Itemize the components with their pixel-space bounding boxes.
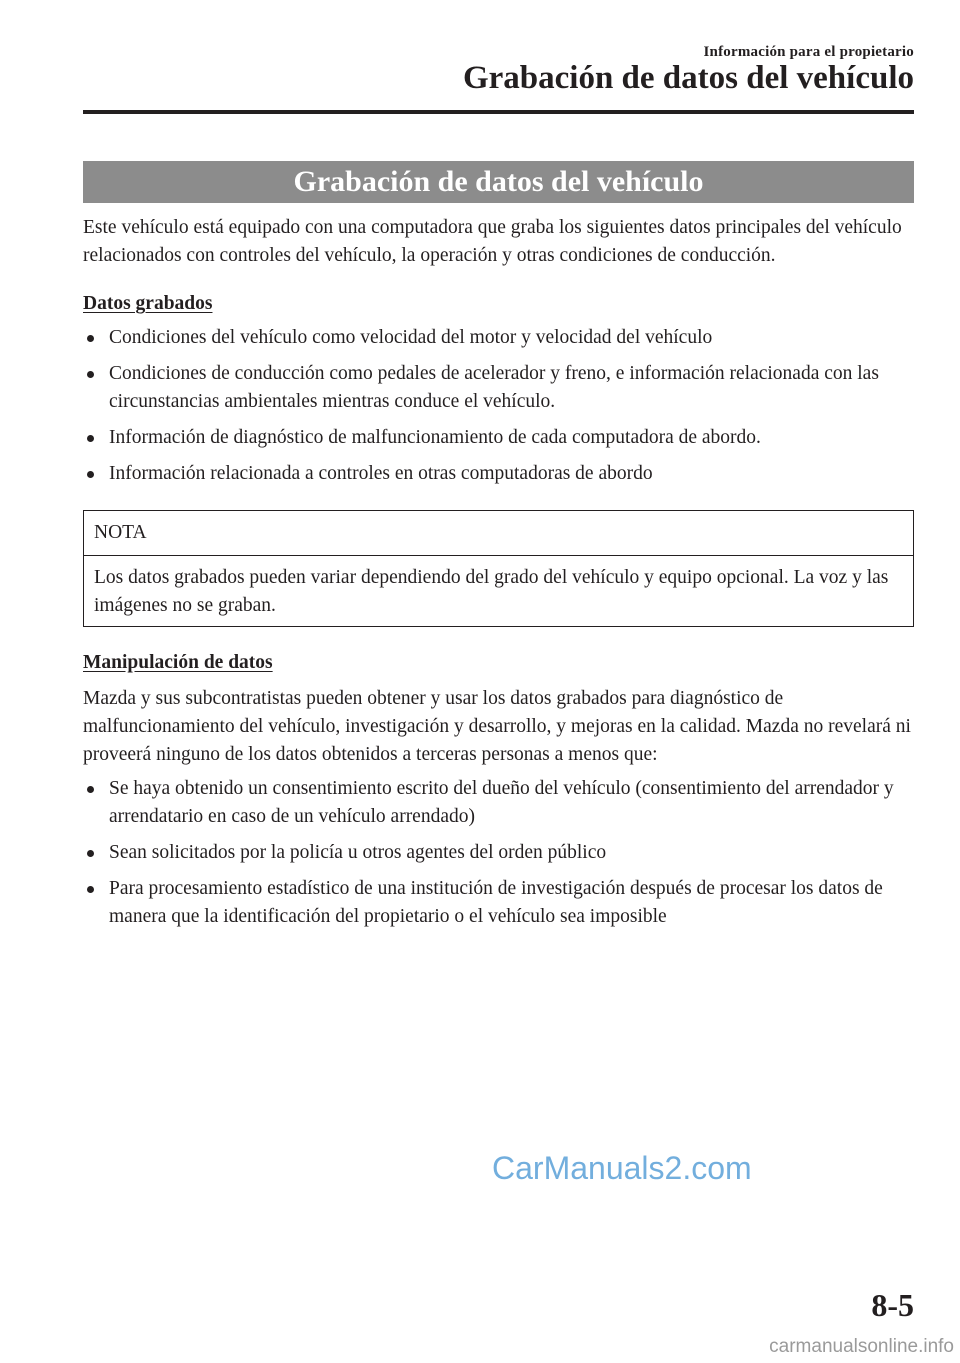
recorded-data-heading: Datos grabados (83, 293, 213, 314)
bullet-icon (87, 435, 94, 442)
page-number: 8-5 (871, 1287, 914, 1323)
footer-site-link[interactable]: carmanualsonline.info (769, 1336, 954, 1357)
data-handling-heading: Manipulación de datos (83, 652, 273, 673)
note-box (83, 510, 914, 627)
note-label: NOTA (84, 511, 913, 556)
list-item: Se haya obtenido un consentimiento escrito del dueño del vehículo (consentimiento del arrendador y arrendatario en caso de un vehículo arrendado) (83, 775, 914, 831)
bullet-icon (87, 335, 94, 342)
recorded-data-list (83, 324, 914, 488)
section-banner: Grabación de datos del vehículo (83, 161, 914, 203)
data-handling-paragraph: Mazda y sus subcontratistas pueden obtener y usar los datos grabados para diagnóstico de malfuncionamiento del vehículo, investigación y desarrollo, y mejoras en la calidad. Mazda no revelará ni proveerá ninguno de los datos obtenidos a terceras personas a menos que: (83, 688, 911, 765)
list-item: Condiciones de conducción como pedales de acelerador y freno, e información relacionada con las circunstancias ambientales mientras conduce el vehículo. (83, 360, 914, 416)
list-item: Sean solicitados por la policía u otros agentes del orden público (83, 839, 914, 867)
data-handling-list (83, 775, 914, 931)
bullet-icon (87, 850, 94, 857)
content (83, 214, 914, 939)
bullet-icon (87, 886, 94, 893)
list-item: Condiciones del vehículo como velocidad del motor y velocidad del vehículo (83, 324, 914, 352)
bullet-icon (87, 786, 94, 793)
header-rule (83, 110, 914, 114)
bullet-icon (87, 371, 94, 378)
note-text: Los datos grabados pueden variar dependiendo del grado del vehículo y equipo opcional. La voz y las imágenes no se graban. (94, 567, 889, 616)
header-subtitle: Información para el propietario (703, 44, 914, 60)
intro-paragraph: Este vehículo está equipado con una computadora que graba los siguientes datos principales del vehículo relacionados con controles del vehículo, la operación y otras condiciones de conducción. (83, 217, 902, 266)
list-item: Información relacionada a controles en otras computadoras de abordo (83, 460, 914, 488)
watermark: CarManuals2.com (492, 1150, 752, 1186)
bullet-icon (87, 471, 94, 478)
header-title: Grabación de datos del vehículo (462, 60, 914, 96)
list-item: Información de diagnóstico de malfuncionamiento de cada computadora de abordo. (83, 424, 914, 452)
list-item: Para procesamiento estadístico de una institución de investigación después de procesar los datos de manera que la identificación del propietario o el vehículo sea imposible (83, 875, 914, 931)
